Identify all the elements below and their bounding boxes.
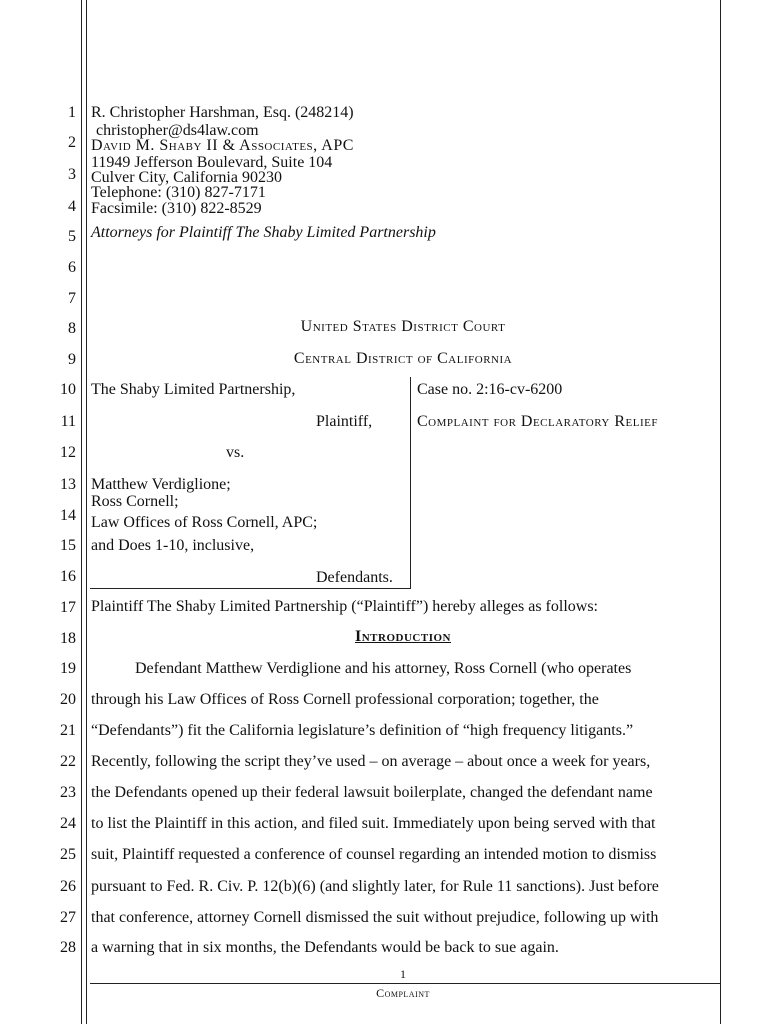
line-number: 28: [60, 939, 76, 956]
paragraph-line: the Defendants opened up their federal lawsuit boilerplate, changed the defendant name: [91, 784, 653, 801]
paragraph-line: Defendant Matthew Verdiglione and his attorney, Ross Cornell (who operates: [135, 660, 632, 677]
line-number: 1: [68, 104, 76, 121]
line-number: 16: [60, 568, 76, 585]
caption-defendants-role: Defendants.: [316, 569, 393, 586]
line-number: 14: [60, 507, 76, 524]
footer-rule: [90, 983, 720, 984]
caption-vs: vs.: [226, 444, 245, 461]
line-number: 7: [68, 290, 76, 307]
caption-defendant-3: Law Offices of Ross Cornell, APC;: [91, 514, 318, 531]
intro-sentence: Plaintiff The Shaby Limited Partnership (“Plaintiff”) hereby alleges as follows:: [91, 598, 598, 615]
caption-underline: [90, 588, 411, 589]
caption-divider: [410, 377, 411, 588]
attorney-email: christopher@ds4law.com: [96, 122, 259, 139]
paragraph-line: suit, Plaintiff requested a conference of counsel regarding an intended motion to dismiss: [91, 846, 657, 863]
paragraph-line: pursuant to Fed. R. Civ. P. 12(b)(6) (and slightly later, for Rule 11 sanctions). Just before: [91, 878, 659, 895]
line-number: 20: [60, 691, 76, 708]
caption-defendant-2: Ross Cornell;: [91, 493, 179, 510]
firm-street: 11949 Jefferson Boulevard, Suite 104: [91, 154, 333, 171]
paragraph-line: “Defendants”) fit the California legislature’s definition of “high frequency litigants.”: [91, 722, 634, 739]
line-number: 10: [60, 381, 76, 398]
line-number: 12: [60, 444, 76, 461]
line-number: 5: [68, 228, 76, 245]
line-number: 19: [60, 660, 76, 677]
line-number: 17: [60, 599, 76, 616]
line-number: 18: [60, 630, 76, 647]
court-name: United States District Court: [300, 318, 506, 335]
facsimile: Facsimile: (310) 822-8529: [91, 200, 262, 217]
page-number: 1: [400, 967, 406, 981]
line-number: 6: [68, 259, 76, 276]
court-district: Central District of California: [293, 350, 513, 367]
caption-defendant-1: Matthew Verdiglione;: [91, 476, 231, 493]
paragraph-line: through his Law Offices of Ross Cornell professional corporation; together, the: [91, 691, 599, 708]
line-number: 3: [68, 166, 76, 183]
line-number: 4: [68, 198, 76, 215]
paragraph-line: that conference, attorney Cornell dismissed the suit without prejudice, following up with: [91, 909, 659, 926]
line-number: 11: [60, 413, 76, 430]
line-number: 8: [68, 320, 76, 337]
firm-name: David M. Shaby II & Associates, APC: [91, 137, 354, 154]
footer-title: Complaint: [376, 986, 430, 1000]
paragraph-line: to list the Plaintiff in this action, and filed suit. Immediately upon being served with that: [91, 815, 656, 832]
line-number: 24: [60, 815, 76, 832]
line-number: 23: [60, 784, 76, 801]
attorney-name: R. Christopher Harshman, Esq. (248214): [91, 104, 354, 121]
line-number: 27: [60, 909, 76, 926]
section-heading: Introduction: [355, 628, 451, 645]
attorneys-for: Attorneys for Plaintiff The Shaby Limited Partnership: [91, 224, 436, 241]
line-number: 9: [68, 351, 76, 368]
right-margin-rule: [720, 0, 721, 1024]
firm-city: Culver City, California 90230: [91, 169, 282, 186]
left-margin-rule-outer: [81, 0, 82, 1024]
line-number: 2: [68, 134, 76, 151]
line-number: 15: [60, 537, 76, 554]
telephone: Telephone: (310) 827-7171: [91, 184, 266, 201]
line-number: 26: [60, 878, 76, 895]
case-number: Case no. 2:16-cv-6200: [417, 381, 563, 398]
caption-plaintiff-name: The Shaby Limited Partnership,: [91, 381, 296, 398]
paragraph-line: a warning that in six months, the Defendants would be back to sue again.: [91, 939, 559, 956]
line-number: 21: [60, 722, 76, 739]
line-number: 22: [60, 753, 76, 770]
caption-plaintiff-role: Plaintiff,: [316, 413, 373, 430]
left-margin-rule-inner: [86, 0, 87, 1024]
caption-defendant-4: and Does 1-10, inclusive,: [91, 537, 255, 554]
line-number: 13: [60, 476, 76, 493]
document-title: Complaint for Declaratory Relief: [417, 413, 658, 430]
paragraph-line: Recently, following the script they’ve used – on average – about once a week for years,: [91, 753, 651, 770]
line-number: 25: [60, 846, 76, 863]
